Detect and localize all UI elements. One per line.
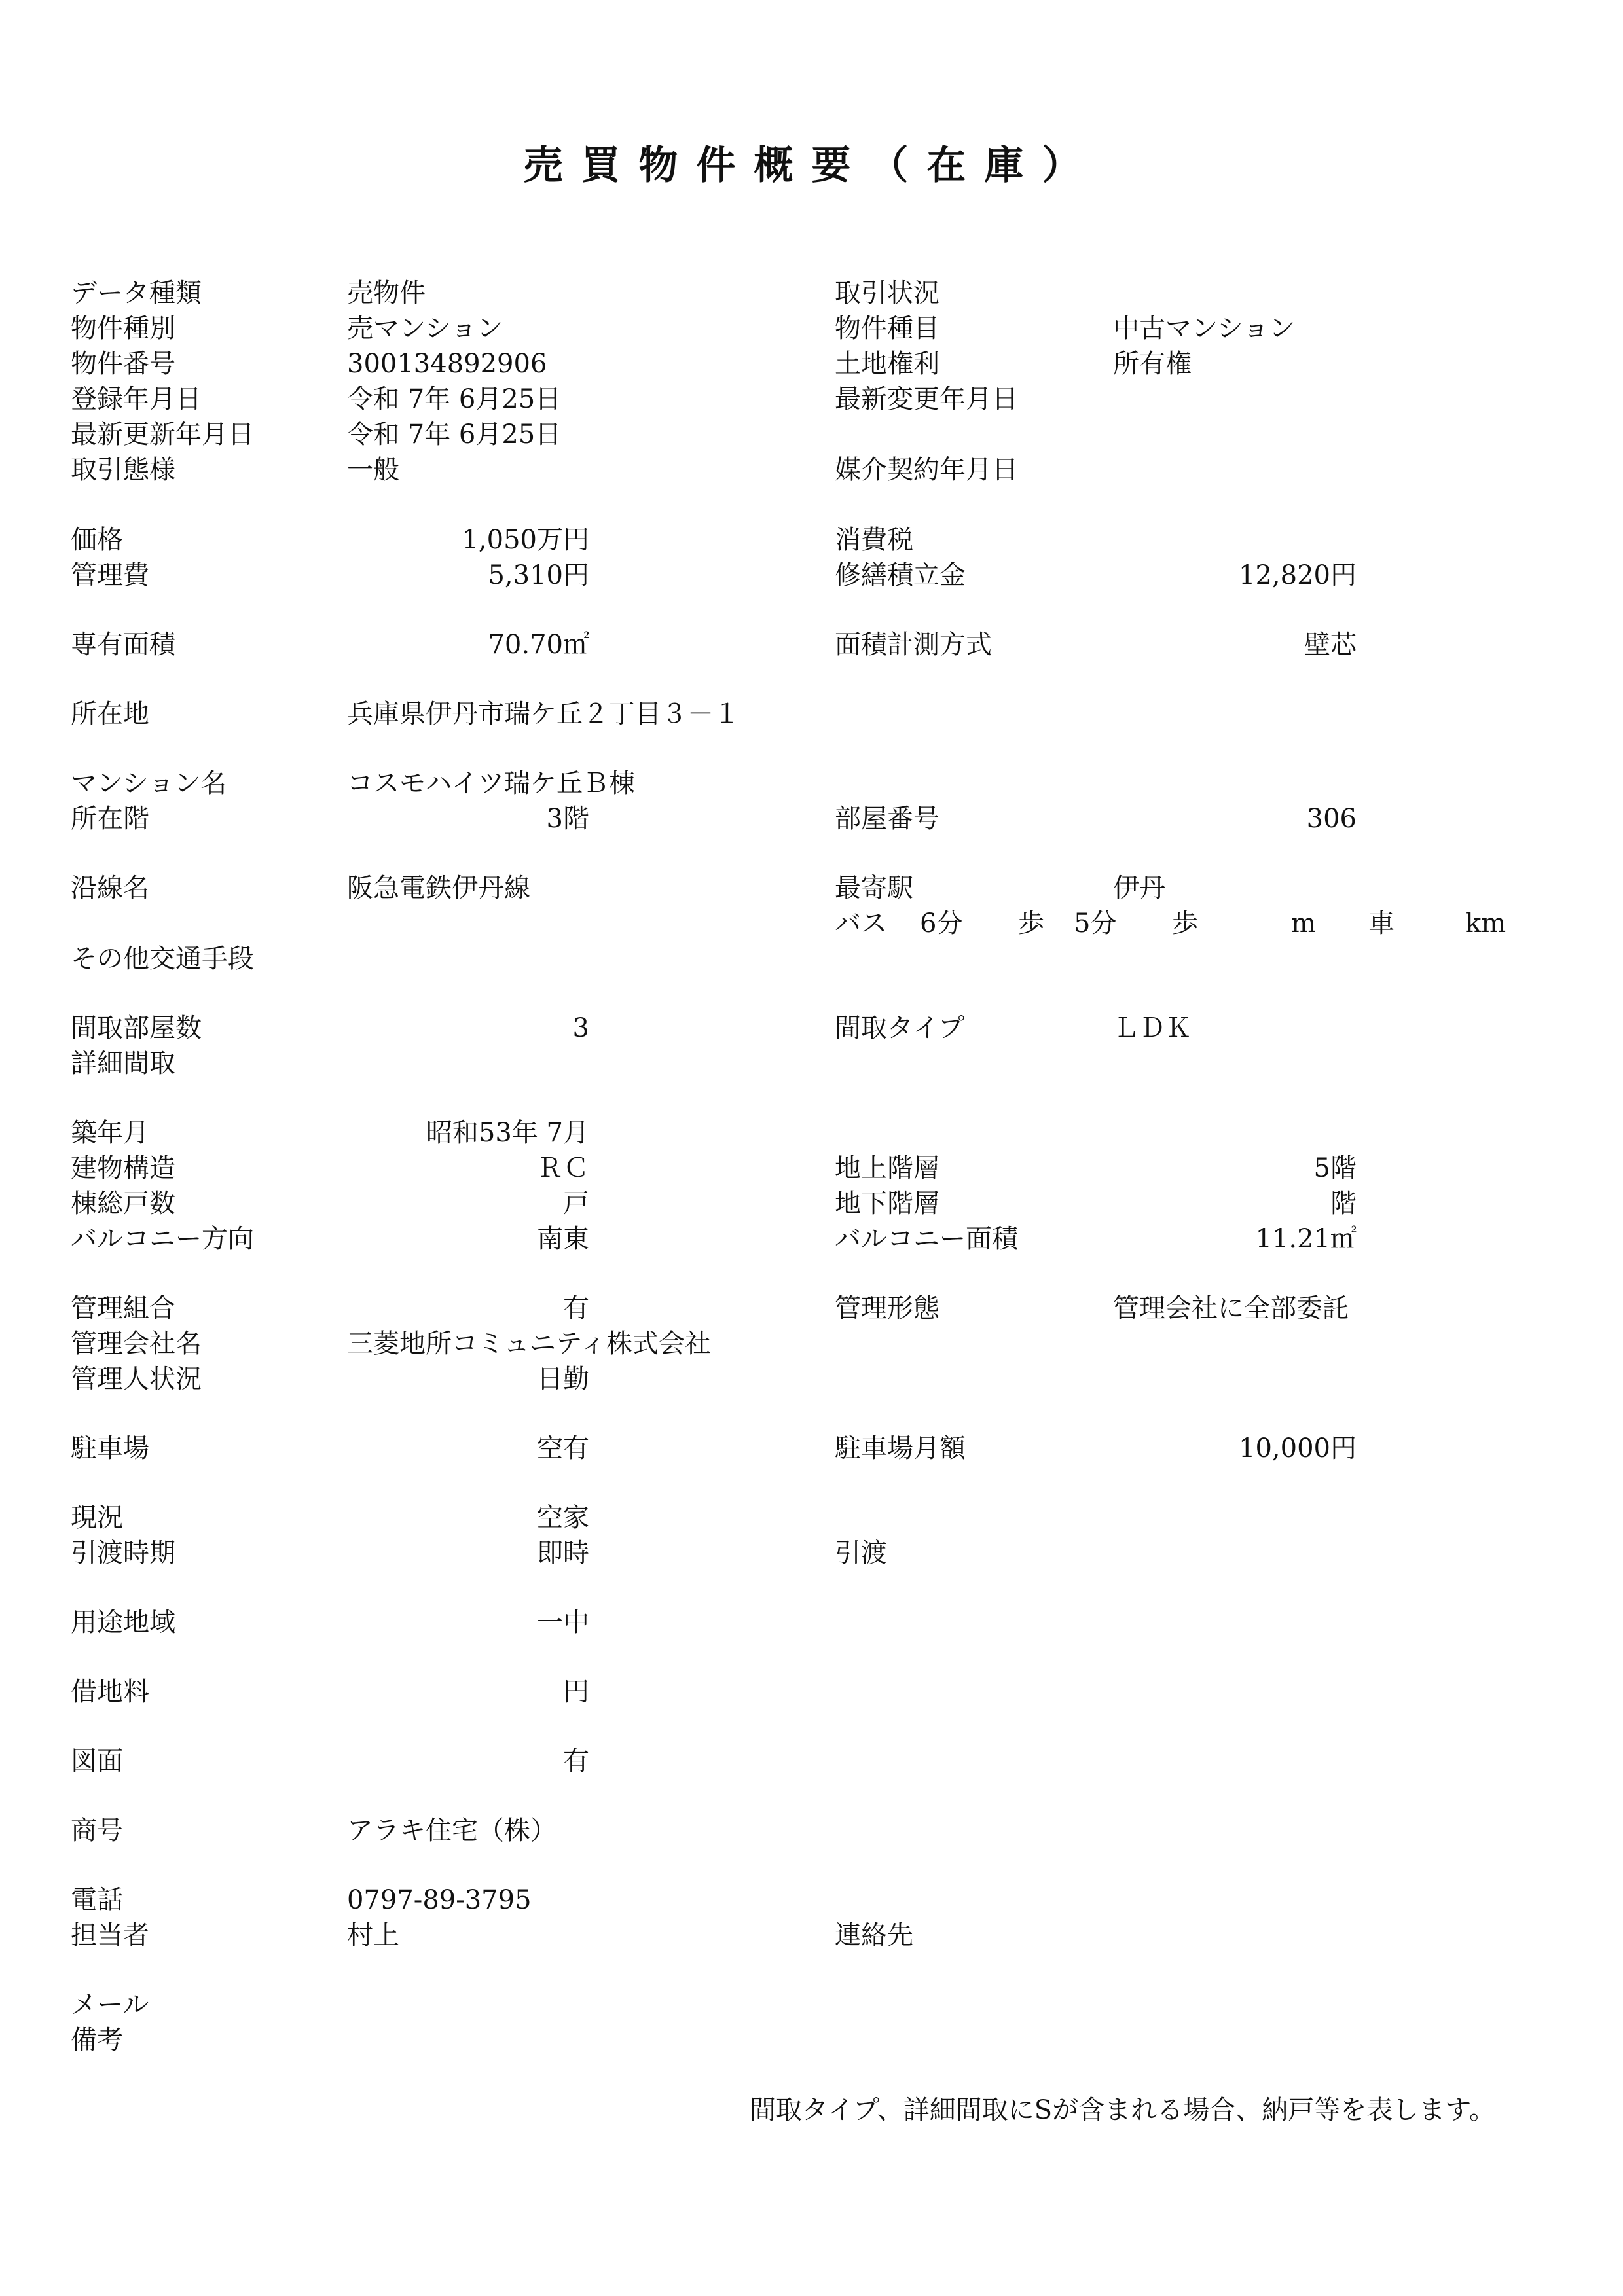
value-balcony-dir: 南東	[537, 1224, 589, 1254]
label-room-no: 部屋番号	[835, 804, 939, 834]
value-shakuchi: 円	[563, 1677, 589, 1707]
walk2-label: 歩	[1172, 908, 1198, 939]
page-title: 売買物件概要（在庫）	[523, 143, 1100, 188]
label-area-method: 面積計測方式	[835, 630, 992, 660]
label-shogo: 商号	[71, 1816, 123, 1846]
label-price: 価格	[71, 525, 123, 555]
value-balcony-area: 11.21㎡	[1255, 1224, 1357, 1254]
label-bukken-shumoku: 物件種目	[835, 314, 939, 344]
value-area: 70.70㎡	[488, 630, 589, 660]
label-toroku-date: 登録年月日	[71, 384, 202, 414]
label-mail: メール	[71, 1990, 149, 2020]
value-mansion-name: コスモハイツ瑞ケ丘Ｂ棟	[347, 768, 635, 798]
walk-minutes: 5分	[1074, 908, 1117, 939]
label-station: 最寄駅	[835, 873, 913, 903]
label-total-units: 棟総戸数	[71, 1189, 175, 1219]
label-renraku: 連絡先	[835, 1920, 913, 1950]
value-tanto: 村上	[347, 1920, 399, 1950]
label-shakuchi: 借地料	[71, 1677, 149, 1707]
value-above-floors: 5階	[1313, 1153, 1357, 1183]
label-address: 所在地	[71, 699, 149, 729]
value-structure: ＲＣ	[537, 1153, 589, 1183]
label-biko: 備考	[71, 2025, 123, 2055]
label-kanri-kumiai: 管理組合	[71, 1293, 175, 1323]
car-label: 車	[1368, 908, 1395, 939]
walk1-label: 歩	[1018, 908, 1044, 939]
label-genkyo: 現況	[71, 1503, 123, 1533]
value-parking-fee: 10,000円	[1239, 1433, 1357, 1463]
label-shuzen: 修繕積立金	[835, 560, 966, 590]
label-yoto: 用途地域	[71, 1607, 175, 1638]
label-kanrihi: 管理費	[71, 560, 149, 590]
value-data-type: 売物件	[347, 278, 426, 308]
value-below-floors: 階	[1330, 1189, 1357, 1219]
label-floor: 所在階	[71, 804, 149, 834]
value-built: 昭和53年 7月	[426, 1118, 589, 1148]
value-floor: 3階	[546, 804, 589, 834]
label-data-type: データ種類	[71, 278, 202, 308]
value-tochi-kenri: 所有権	[1113, 349, 1192, 379]
label-torihiki-taiyo: 取引態様	[71, 455, 175, 485]
label-built: 築年月	[71, 1118, 149, 1148]
value-saishin-koshin: 令和 7年 6月25日	[347, 420, 562, 450]
value-torihiki-taiyo: 一般	[347, 455, 399, 485]
label-area: 専有面積	[71, 630, 175, 660]
label-hikiwatashi-jiki: 引渡時期	[71, 1538, 175, 1568]
value-total-units: 戸	[563, 1189, 589, 1219]
label-bukken-bango: 物件番号	[71, 349, 175, 379]
value-kanrihi: 5,310円	[488, 560, 589, 590]
label-mansion-name: マンション名	[71, 768, 227, 798]
label-line: 沿線名	[71, 873, 149, 903]
label-kanri-keitai: 管理形態	[835, 1293, 939, 1323]
label-parking: 駐車場	[71, 1433, 149, 1463]
label-torihiki-jokyo: 取引状況	[835, 278, 939, 308]
label-tax: 消費税	[835, 525, 913, 555]
bus-label: バス	[835, 908, 887, 939]
label-parking-fee: 駐車場月額	[835, 1433, 966, 1463]
label-balcony-area: バルコニー面積	[835, 1224, 1018, 1254]
value-address: 兵庫県伊丹市瑞ケ丘２丁目３－１	[347, 699, 740, 729]
label-balcony-dir: バルコニー方向	[71, 1224, 254, 1254]
label-rooms: 間取部屋数	[71, 1013, 202, 1043]
label-kanri-company: 管理会社名	[71, 1329, 202, 1359]
label-madori-detail: 詳細間取	[71, 1049, 175, 1079]
value-yoto: 一中	[537, 1607, 589, 1638]
value-room-no: 306	[1306, 804, 1357, 834]
value-tel: 0797-89-3795	[347, 1885, 532, 1915]
label-tel: 電話	[71, 1885, 123, 1915]
value-kanri-keitai: 管理会社に全部委託	[1113, 1293, 1349, 1323]
value-area-method: 壁芯	[1304, 630, 1357, 660]
value-kanrinin: 日勤	[537, 1364, 589, 1394]
label-baikai-date: 媒介契約年月日	[835, 455, 1018, 485]
value-hikiwatashi-jiki: 即時	[537, 1538, 589, 1568]
value-toroku-date: 令和 7年 6月25日	[347, 384, 562, 414]
label-saishin-koshin: 最新更新年月日	[71, 420, 254, 450]
label-other-transport: その他交通手段	[71, 944, 254, 974]
value-bukken-shubetsu: 売マンション	[347, 314, 503, 344]
label-madori-type: 間取タイプ	[835, 1013, 964, 1043]
value-bukken-bango: 300134892906	[347, 349, 547, 379]
label-hikiwatashi: 引渡	[835, 1538, 887, 1568]
value-bukken-shumoku: 中古マンション	[1113, 314, 1296, 344]
value-rooms: 3	[572, 1013, 589, 1043]
value-kanri-kumiai: 有	[563, 1293, 589, 1323]
label-zumen: 図面	[71, 1746, 123, 1776]
value-line: 阪急電鉄伊丹線	[347, 873, 530, 903]
label-bukken-shubetsu: 物件種別	[71, 314, 175, 344]
label-tanto: 担当者	[71, 1920, 149, 1950]
meter-label: m	[1291, 908, 1316, 939]
footnote: 間取タイプ、詳細間取にSが含まれる場合、納戸等を表します。	[750, 2095, 1496, 2125]
value-price: 1,050万円	[462, 525, 589, 555]
label-above-floors: 地上階層	[835, 1153, 939, 1183]
bus-minutes: 6分	[920, 908, 963, 939]
value-parking: 空有	[537, 1433, 589, 1463]
label-below-floors: 地下階層	[835, 1189, 939, 1219]
label-tochi-kenri: 土地権利	[835, 349, 939, 379]
value-shogo: アラキ住宅（株）	[347, 1816, 556, 1846]
value-madori-type: ＬＤＫ	[1113, 1013, 1192, 1043]
value-genkyo: 空家	[537, 1503, 589, 1533]
value-zumen: 有	[563, 1746, 589, 1776]
label-saishin-henko: 最新変更年月日	[835, 384, 1018, 414]
label-structure: 建物構造	[71, 1153, 175, 1183]
value-shuzen: 12,820円	[1239, 560, 1357, 590]
value-station: 伊丹	[1113, 873, 1165, 903]
label-kanrinin: 管理人状況	[71, 1364, 202, 1394]
value-kanri-company: 三菱地所コミュニティ株式会社	[347, 1329, 711, 1359]
km-label: km	[1465, 908, 1506, 939]
